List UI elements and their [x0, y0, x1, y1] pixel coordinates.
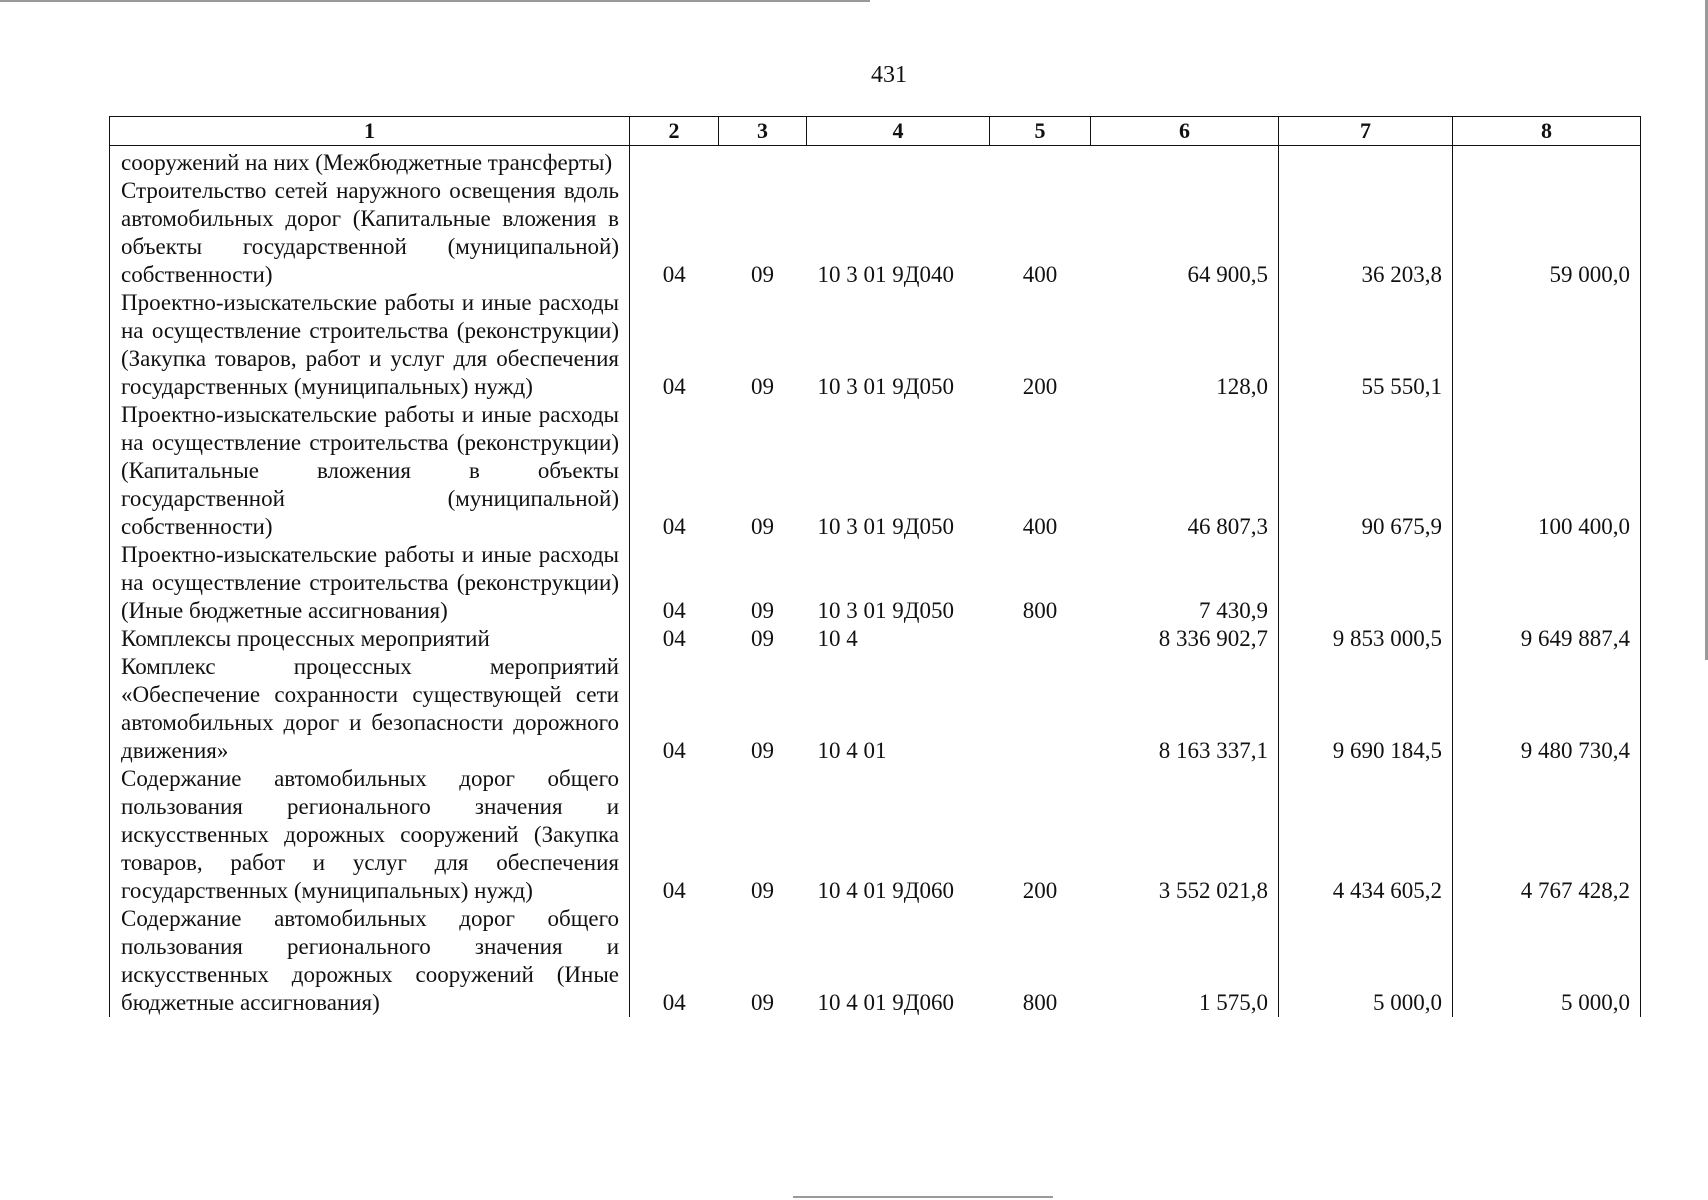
row-value-7: 55 550,1 [1279, 289, 1453, 401]
row-subsection: 09 [751, 514, 774, 539]
row-name: Комплексы процессных мероприятий [110, 625, 630, 653]
row-subsection [719, 146, 807, 178]
row-name: Содержание автомобильных дорог общего пользования регионального значения и искусственных дорожных сооружений (Иные бюджетные ассигнования) [110, 905, 630, 1017]
table-row [110, 146, 1641, 178]
row-name: Проектно-изыскательские работы и иные расходы на осуществление строительства (реконструкции) (Иные бюджетные ассигнования) [110, 541, 630, 625]
row-value-8: 100 400,0 [1453, 401, 1641, 541]
row-target-code: 10 4 [817, 626, 858, 651]
row-value-8: 9 480 730,4 [1453, 653, 1641, 765]
row-value-8: 5 000,0 [1453, 905, 1641, 1017]
row-value-7: 5 000,0 [1279, 905, 1453, 1017]
table-row [110, 401, 1641, 541]
column-header-3: 3 [719, 117, 807, 146]
scan-edge-top [0, 0, 870, 2]
row-value-6 [1091, 146, 1279, 178]
row-section: 04 [630, 177, 719, 289]
row-value-7: 4 434 605,2 [1279, 765, 1453, 905]
row-value-6: 8 163 337,1 [1091, 653, 1279, 765]
row-name: Проектно-изыскательские работы и иные расходы на осуществление строительства (реконструкции) (Закупка товаров, работ и услуг для обеспечения государственных (муниципальных) нужд) [110, 289, 630, 401]
row-subsection: 09 [751, 878, 774, 903]
row-section: 04 [630, 765, 719, 905]
row-expense-type [990, 146, 1091, 178]
row-target-code: 10 4 01 9Д060 [817, 990, 954, 1015]
row-value-8 [1453, 541, 1641, 625]
row-target-code: 10 3 01 9Д040 [817, 262, 954, 287]
column-header-6: 6 [1091, 117, 1279, 146]
table-row [110, 177, 1641, 289]
table-row [110, 653, 1641, 765]
row-section [630, 146, 719, 178]
row-expense-type: 400 [1022, 262, 1058, 287]
row-name: Содержание автомобильных дорог общего пользования регионального значения и искусственных дорожных сооружений (Закупка товаров, работ и услуг для обеспечения государственных (муниципальных) нужд) [110, 765, 630, 905]
table-row [110, 765, 1641, 905]
row-value-7 [1279, 146, 1453, 178]
row-name: Проектно-изыскательские работы и иные расходы на осуществление строительства (реконструкции) (Капитальные вложения в объекты государственной (муниципальной) собственности) [110, 401, 630, 541]
row-expense-type: 800 [1022, 990, 1058, 1015]
row-value-8: 4 767 428,2 [1453, 765, 1641, 905]
row-value-7: 36 203,8 [1279, 177, 1453, 289]
row-section: 04 [630, 653, 719, 765]
row-value-6: 3 552 021,8 [1091, 765, 1279, 905]
row-target-code: 10 3 01 9Д050 [817, 374, 954, 399]
row-expense-type [990, 653, 1091, 765]
row-value-6: 46 807,3 [1091, 401, 1279, 541]
row-value-8 [1453, 146, 1641, 178]
budget-table [109, 116, 1641, 1017]
row-target-code: 10 3 01 9Д050 [817, 598, 954, 623]
row-section: 04 [630, 625, 719, 653]
row-value-6: 8 336 902,7 [1091, 625, 1279, 653]
page-number: 431 [871, 62, 907, 88]
row-subsection: 09 [751, 374, 774, 399]
row-section: 04 [630, 401, 719, 541]
column-header-2: 2 [630, 117, 719, 146]
row-target-code [807, 146, 990, 178]
row-value-7: 9 853 000,5 [1279, 625, 1453, 653]
row-subsection: 09 [751, 738, 774, 763]
row-expense-type [990, 625, 1091, 653]
table-row [110, 289, 1641, 401]
row-name: сооружений на них (Межбюджетные трансферты) [110, 146, 630, 178]
row-subsection: 09 [751, 626, 774, 651]
scan-edge-bottom [793, 1196, 1053, 1198]
row-value-8: 59 000,0 [1453, 177, 1641, 289]
table-header-row [110, 117, 1641, 146]
column-header-8: 8 [1453, 117, 1641, 146]
row-section: 04 [630, 905, 719, 1017]
row-subsection: 09 [751, 598, 774, 623]
row-expense-type: 200 [1022, 878, 1058, 903]
row-expense-type: 800 [1022, 598, 1058, 623]
row-name: Строительство сетей наружного освещения вдоль автомобильных дорог (Капитальные вложения в объекты государственной (муниципальной) собственности) [110, 177, 630, 289]
row-value-7: 90 675,9 [1279, 401, 1453, 541]
row-value-6: 64 900,5 [1091, 177, 1279, 289]
row-subsection: 09 [751, 990, 774, 1015]
table-row [110, 541, 1641, 625]
column-header-4: 4 [807, 117, 990, 146]
row-target-code: 10 3 01 9Д050 [817, 514, 954, 539]
table-row [110, 625, 1641, 653]
column-header-7: 7 [1279, 117, 1453, 146]
row-value-7 [1279, 541, 1453, 625]
row-value-6: 7 430,9 [1091, 541, 1279, 625]
row-target-code: 10 4 01 [817, 738, 887, 763]
row-value-8 [1453, 289, 1641, 401]
row-value-7: 9 690 184,5 [1279, 653, 1453, 765]
row-subsection: 09 [751, 262, 774, 287]
row-expense-type: 200 [1022, 374, 1058, 399]
row-target-code: 10 4 01 9Д060 [817, 878, 954, 903]
column-header-5: 5 [990, 117, 1091, 146]
row-section: 04 [630, 289, 719, 401]
column-header-1: 1 [110, 117, 630, 146]
row-value-6: 128,0 [1091, 289, 1279, 401]
row-value-6: 1 575,0 [1091, 905, 1279, 1017]
row-name: Комплекс процессных мероприятий «Обеспечение сохранности существующей сети автомобильных дорог и безопасности дорожного движения» [110, 653, 630, 765]
row-section: 04 [630, 541, 719, 625]
row-value-8: 9 649 887,4 [1453, 625, 1641, 653]
table-row [110, 905, 1641, 1017]
row-expense-type: 400 [1022, 514, 1058, 539]
